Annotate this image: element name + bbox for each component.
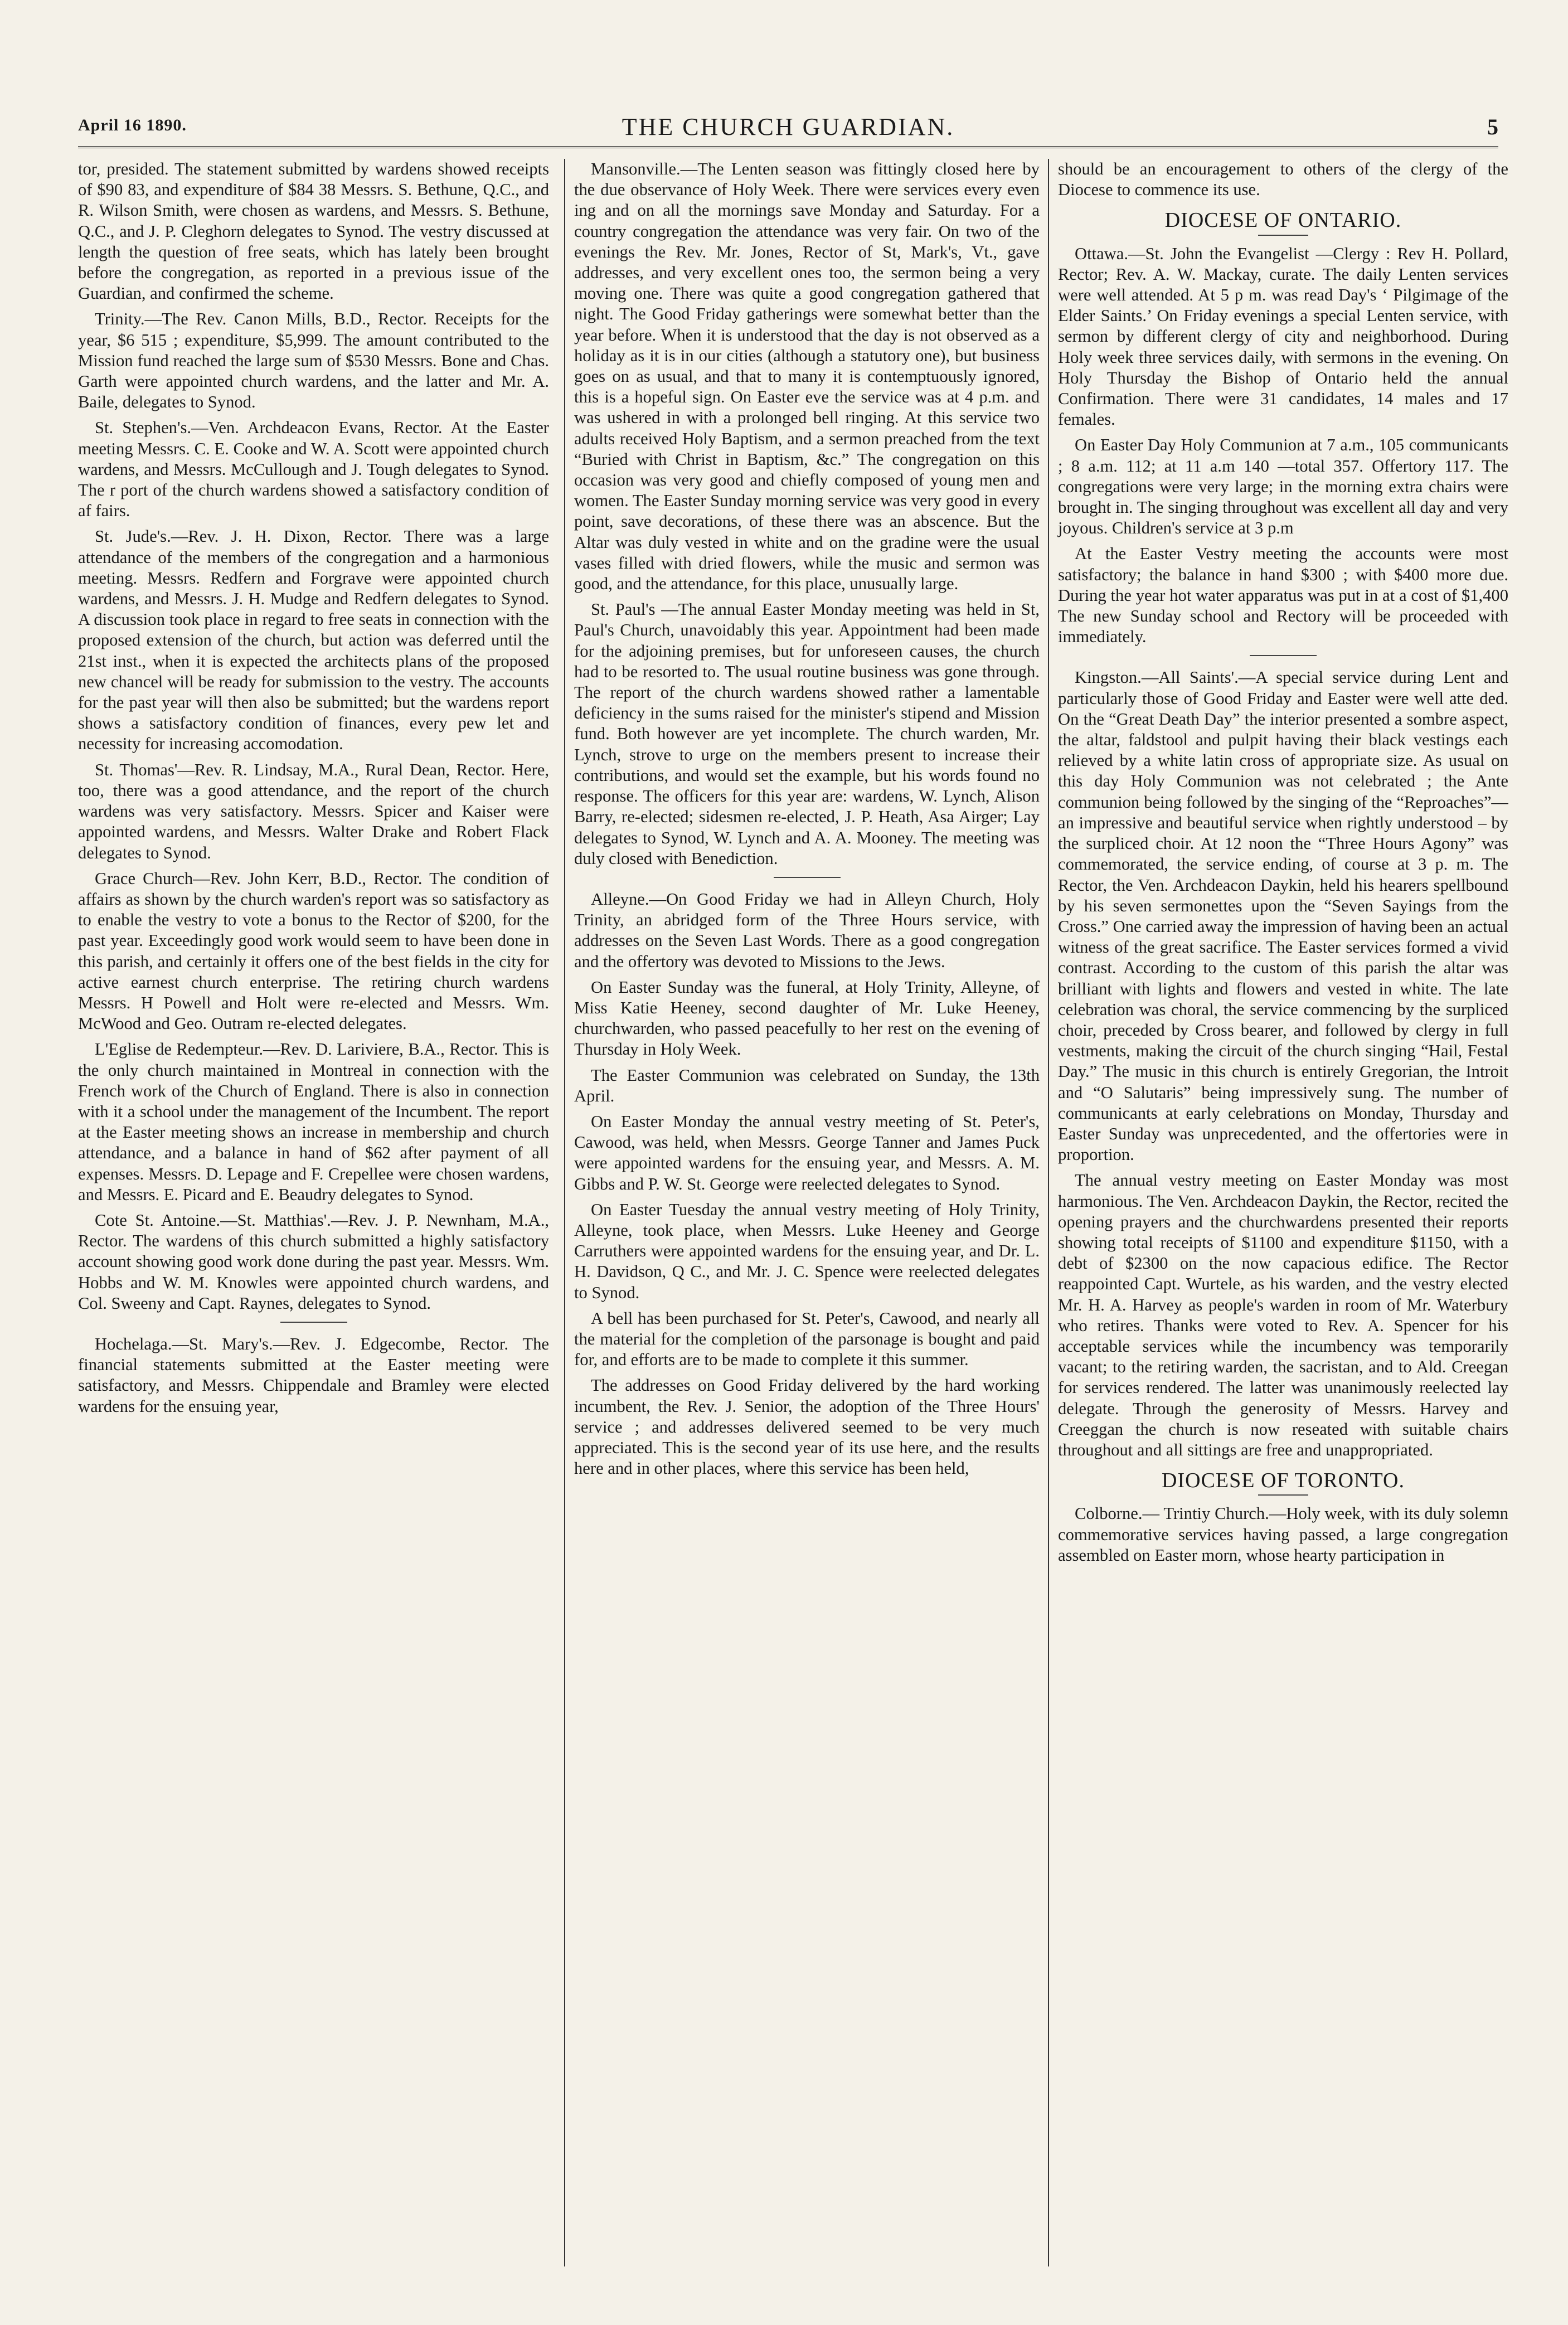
article-paragraph: St. Thomas'—Rev. R. Lindsay, M.A., Rural Dean, Rector. Here, too, there was a good attendance, and the report of the church wardens was very satisfactory. Messrs. Spicer and Kaiser were appointed wardens, and Messrs. Walter Drake and Robert Flack delegates to Synod. [78, 760, 549, 862]
article-paragraph: L'Eglise de Redempteur.—Rev. D. Lariviere, B.A., Rector. This is the only church maintained in Montreal in connection with the French work of the Church of England. There is also in connection with it a school under the management of the Incumbent. The report at the Easter meeting shows an increase in membership and church attendance, and a balance in hand of $62 after payment of all expenses. Messrs. D. Lepage and F. Crepellee were chosen wardens, and Messrs. E. Picard and E. Beaudry delegates to Synod. [78, 1040, 549, 1204]
article-paragraph: tor, presided. The statement submitted by wardens showed receipts of $90 83, and expenditure of $84 38 Messrs. S. Bethune, Q.C., and R. Wilson Smith, were chosen as wardens, and Messrs. S. Bethune, Q.C., and J. P. Cleghorn delegates to Synod. The vestry discussed at length the question of free seats, which has lately been brought before the congregation, as reported in a previous issue of the Guardian, and confirmed the scheme. [78, 159, 549, 303]
article-paragraph: St. Stephen's.—Ven. Archdeacon Evans, Rector. At the Easter meeting Messrs. C. E. Cooke and W. A. Scott were appointed church wardens, and Messrs. McCullough and J. Tough delegates to Synod. The r port of the church wardens showed a satisfactory condition of af fairs. [78, 418, 549, 521]
article-paragraph: On Easter Day Holy Communion at 7 a.m., 105 communicants ; 8 a.m. 112; at 11 a.m 140 —total 357. Offertory 117. The congregations were very large; in the morning extra chairs were brought in. The singing throughout was excellent all day and very joyous. Children's service at 3 p.m [1058, 435, 1508, 538]
section-heading-toronto: DIOCESE OF TORONTO. [1162, 1469, 1405, 1493]
article-paragraph: On Easter Tuesday the annual vestry meeting of Holy Trinity, Alleyne, took place, when Messrs. Luke Heeney and George Carruthers were appointed wardens for the ensuing year, and Dr. L. H. Davidson, Q C., and Mr. J. C. Spence were reelected delegates to Synod. [574, 1200, 1040, 1302]
article-paragraph: Grace Church—Rev. John Kerr, B.D., Rector. The condition of affairs as shown by the church warden's report was so satisfactory as to enable the vestry to vote a bonus to the Rector of $200, for the past year. Exceedingly good work would seem to have been done in this parish, and certainly it offers one of the best fields in the city for active earnest church enterprise. The retiring church wardens Messrs. H Powell and Holt were re-elected and Messrs. Wm. McWood and Geo. Outram re-elected delegates. [78, 868, 549, 1033]
article-paragraph: The addresses on Good Friday delivered by the hard working incumbent, the Rev. J. Senior, the adoption of the Three Hours' service ; and addresses delivered seemed to be very much appreciated. This is the second year of its use here, and the results here and in other places, where this service has been held, [574, 1376, 1040, 1478]
section-heading-ontario: DIOCESE OF ONTARIO. [1164, 208, 1402, 232]
newspaper-title: THE CHURCH GUARDIAN. [622, 113, 955, 140]
heading-rule [1258, 235, 1308, 236]
section-divider [1250, 655, 1317, 656]
column-3 [1048, 159, 1508, 2266]
article-paragraph: At the Easter Vestry meeting the accounts were most satisfactory; the balance in hand $300 ; with $400 more due. During the year hot water apparatus was put in at a cost of $1,400 The new Sunday school and Rectory will be proceeded with immediately. [1058, 544, 1508, 647]
page-header [78, 111, 1498, 148]
article-paragraph: Cote St. Antoine.—St. Matthias'.—Rev. J. P. Newnham, M.A., Rector. The wardens of this church submitted a highly satisfactory account showing good work done during the past year. Messrs. Wm. Hobbs and W. M. Knowles were appointed church wardens, and Col. Sweeny and Capt. Raynes, delegates to Synod. [78, 1210, 549, 1313]
page-number: 5 [1487, 114, 1498, 139]
article-paragraph: St. Jude's.—Rev. J. H. Dixon, Rector. There was a large attendance of the members of the congregation and a harmonious meeting. Messrs. Redfern and Forgrave were appointed church wardens, and Messrs. J. H. Mudge and Redfern delegates to Synod. A discussion took place in regard to free seats in connection with the proposed extension of the church, but action was deferred until the 21st inst., when it is expected the architects plans of the proposed new chancel will be ready for submission to the vestry. The accounts for the past year will then also be submitted; but the wardens report shows a satisfactory condition of finances, every pew let and necessity for increasing accomodation. [78, 527, 549, 754]
issue-date: April 16 1890. [78, 116, 187, 134]
column-2 [564, 159, 1040, 2266]
article-paragraph: On Easter Monday the annual vestry meeting of St. Peter's, Cawood, was held, when Messrs. George Tanner and James Puck were appointed wardens for the ensuing year, and Messrs. A. M. Gibbs and P. W. St. George were reelected delegates to Synod. [574, 1111, 1040, 1193]
article-paragraph: On Easter Sunday was the funeral, at Holy Trinity, Alleyne, of Miss Katie Heeney, second daughter of Mr. Luke Heeney, churchwarden, who passed peacefully to her rest on the evening of Thursday in Holy Week. [574, 977, 1040, 1059]
article-paragraph: Kingston.—All Saints'.—A special service during Lent and particularly those of Good Friday and Easter were well atte ded. On the “Great Death Day” the interior presented a sombre aspect, the altar, faldstool and pulpit having their black vestings each relieved by a white latin cross of appropriate size. As usual on this day Holy Communion was not celebrated ; the Ante communion being followed by the singing of the “Reproaches”—an impressive and beautiful service when rightly understood – by the surpliced choir. At 12 noon the “Three Hours Agony” was commemorated, the service ending, of course at 3 p. m. The Rector, the Ven. Archdeacon Daykin, held his hearers spellbound by his seven sermonettes upon the “Seven Sayings from the Cross.” One carried away the impression of having been an actual witness of the great sacrifice. The Easter services formed a vivid contrast. According to the custom of this parish the altar was brilliant with lights and flowers and vested in white. The late celebration was choral, the service commencing by the surpliced choir, preceded by Cross bearer, and followed by clergy in full vestments, making the circuit of the church singing “Hail, Festal Day.” The music in this church is entirely Gregorian, the Introit and “O Salutaris” being impressively sung. The number of communicants at early celebrations on Monday, Thursday and Easter Sunday was unprecedented, and the offertories were in proportion. [1058, 668, 1508, 1164]
article-paragraph: A bell has been purchased for St. Peter's, Cawood, and nearly all the material for the completion of the parsonage is bought and paid for, and efforts are to be made to complete it this summer. [574, 1308, 1040, 1370]
article-paragraph: St. Paul's —The annual Easter Monday meeting was held in St, Paul's Church, unavoidably this year. Appointment had been made for the adjoining premises, but for unforeseen causes, the church had to be resorted to. The usual routine business was gone through. The report of the church wardens showed rather a lamentable deficiency in the sums raised for the minister's stipend and Mission fund. Both however are yet incomplete. The church warden, Mr. Lynch, strove to urge on the members present to increase their contributions, and would set the example, but his words found no response. The officers for this year are: wardens, W. Lynch, Alison Barry, re-elected; sidesmen re-elected, J. P. Heath, Asa Airger; Lay delegates to Synod, W. Lynch and A. A. Mooney. The meeting was duly closed with Benediction. [574, 600, 1040, 868]
article-paragraph: The Easter Communion was celebrated on Sunday, the 13th April. [574, 1065, 1040, 1105]
article-paragraph: The annual vestry meeting on Easter Monday was most harmonious. The Ven. Archdeacon Daykin, the Rector, recited the opening prayers and the churchwardens presented their reports showing total receipts of $1100 and expenditure $1150, with a debt of $2300 on the now capacious edifice. The Rector reappointed Capt. Wurtele, as his warden, and the vestry elected Mr. H. A. Harvey as people's warden in room of Mr. Waterbury who retires. Thanks were voted to Rev. A. Spencer for his acceptable services while the incumbency was temporarily vacant; to the retiring warden, the sacristan, and to Ald. Creegan for services rendered. The latter was unanimously reelected lay delegate. Through the generosity of Messrs. Harvey and Creeggan the church is now reseated with suitable chairs throughout and all sittings are free and unappropriated. [1058, 1171, 1508, 1459]
article-paragraph: Alleyne.—On Good Friday we had in Alleyn Church, Holy Trinity, an abridged form of the Three Hours service, with addresses on the Seven Last Words. There as a good congregation and the offertory was devoted to Missions to the Jews. [574, 889, 1040, 971]
article-paragraph: Mansonville.—The Lenten season was fittingly closed here by the due observance of Holy Week. There were services every even ing and on all the mornings save Monday and Saturday. For a country congregation the attendance was very fair. On two of the evenings the Rev. Mr. Jones, Rector of St, Mark's, Vt., gave addresses, and very excellent ones too, the sermon being a very moving one. There was quite a good congregation gathered that night. The Good Friday gatherings were somewhat better than the year before. When it is understood that the day is not observed as a holiday as it is in our cities (although a statutory one), but business goes on as usual, and that to many it is contemptuously ignored, this is a hopeful sign. On Easter eve the service was at 4 p.m. and was ushered in with a prolonged bell ringing. At this service two adults received Holy Baptism, and a sermon preached from the text “Buried with Christ in Baptism, &c.” The congregation on this occasion was very good and chiefly composed of young men and women. The Easter Sunday morning service was very good in every point, save decorations, of these there was an abscence. But the Altar was duly vested in white and on the gradine were the usual vases filled with dried flowers, while the music and sermon was good, and the attendance, for this place, unusually large. [574, 159, 1040, 594]
section-divider [280, 1322, 347, 1323]
article-paragraph: Hochelaga.—St. Mary's.—Rev. J. Edgecombe, Rector. The financial statements submitted at the Easter meeting were satisfactory, and Messrs. Chippendale and Bramley were elected wardens for the ensuing year, [78, 1334, 549, 1416]
heading-rule [1258, 1494, 1308, 1496]
article-paragraph: Ottawa.—St. John the Evangelist —Clergy : Rev H. Pollard, Rector; Rev. A. W. Mackay, curate. The daily Lenten services were well attended. At 5 p m. was read Day's ‘ Pilgimage of the Elder Saints.’ On Friday evenings a special Lenten service, with sermon by different clergy of city and neighborhood. During Holy week three services daily, with sermons in the evening. On Holy Thursday the Bishop of Ontario held the annual Confirmation. There were 31 candidates, 14 males and 17 females. [1058, 244, 1508, 429]
column-1 [78, 159, 549, 2266]
section-divider [774, 877, 841, 878]
article-paragraph: should be an encouragement to others of the clergy of the Diocese to commence its use. [1058, 159, 1508, 200]
article-paragraph: Colborne.— Trintiy Church.—Holy week, with its duly solemn commemorative services having passed, a large congregation assembled on Easter morn, whose hearty participation in [1058, 1504, 1508, 1565]
article-paragraph: Trinity.—The Rev. Canon Mills, B.D., Rector. Receipts for the year, $6 515 ; expenditure, $5,999. The amount contributed to the Mission fund reached the large sum of $530 Messrs. Bone and Chas. Garth were appointed church wardens, and the latter and Mr. A. Baile, delegates to Synod. [78, 309, 549, 412]
